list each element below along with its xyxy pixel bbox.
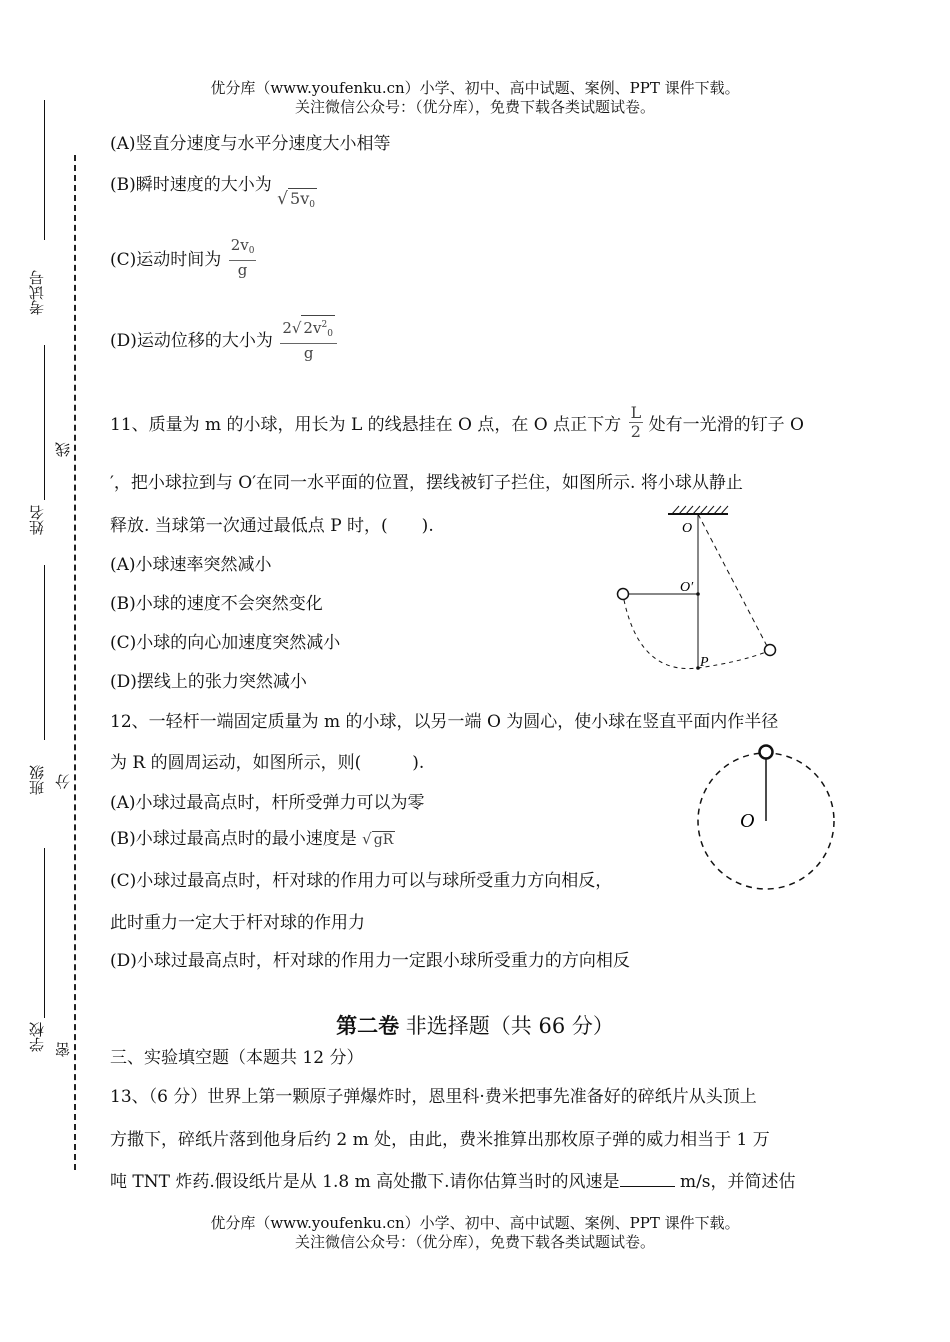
q10-option-c: (C)运动时间为 $\frac{2v_0}{g}$ — [110, 236, 255, 279]
sqrt-5-v0: √ $5v_0$ — [277, 189, 315, 210]
q11-line-1: 11、质量为 m 的小球，用长为 L 的线悬挂在 O 点，在 O 点正下方 $\frac{L}{2}$ 处有一光滑的钉子 O — [110, 403, 804, 441]
part-3-heading: 三、实验填空题（本题共 12 分） — [110, 1048, 364, 1068]
label-P: P — [700, 655, 709, 670]
q12-option-b: (B)小球过最高点时的最小速度是 √ gR — [110, 829, 394, 849]
q11-option-b: (B)小球的速度不会突然变化 — [110, 594, 323, 614]
header-line-1: 优分库（www.youfenku.cn）小学、初中、高中试题、案例、PPT 课件下载。 — [210, 79, 740, 97]
header-line-2: 关注微信公众号：（优分库），免费下载各类试题试卷。 — [294, 98, 655, 116]
q12-option-d: (D)小球过最高点时，杆对球的作用力一定跟小球所受重力的方向相反 — [110, 951, 630, 971]
q12-option-c-cont: 此时重力一定大于杆对球的作用力 — [110, 913, 365, 933]
class-label: 班级 — [28, 765, 46, 795]
q12-option-a: (A)小球过最高点时，杆所受弹力可以为零 — [110, 793, 425, 813]
margin-line — [44, 345, 45, 500]
q12-line-1: 12、一轻杆一端固定质量为 m 的小球，以另一端 O 为圆心，使小球在竖直平面内作半径 — [110, 712, 779, 732]
ball — [760, 746, 773, 759]
section-2-title: 第二卷 非选择题（共 66 分） — [336, 1013, 614, 1038]
q13-line-2: 方撒下，碎纸片落到他身后约 2 m 处，由此，费米推算出那枚原子弹的威力相当于 1 万 — [110, 1130, 770, 1150]
dashed-arc — [624, 600, 766, 669]
binding-margin — [0, 0, 95, 1342]
q11-line-2: ′，把小球拉到与 O′在同一水平面的位置，摆线被钉子拦住，如图所示. 将小球从静止 — [110, 473, 743, 493]
ball-left — [618, 589, 629, 600]
fen-char: 分 — [54, 774, 72, 789]
label-O-prime: O′ — [680, 580, 694, 595]
q11-option-c: (C)小球的向心加速度突然减小 — [110, 633, 341, 653]
pendulum-figure — [600, 500, 800, 680]
label-O: O — [682, 521, 693, 536]
sqrt-gR: √ gR — [362, 830, 394, 848]
nail-point — [696, 592, 700, 596]
q12-line-2: 为 R 的圆周运动，如图所示，则( ). — [110, 753, 425, 773]
q10-option-d: (D)运动位移的大小为 $\frac{2√ 2v^2_0}{g}$ — [110, 315, 337, 362]
q11-line-3: 释放. 当球第一次通过最低点 P 时，( ). — [110, 516, 434, 536]
exam-no-label: 考试号 — [28, 270, 46, 315]
q10-option-a: (A)竖直分速度与水平分速度大小相等 — [110, 134, 391, 154]
name-label: 姓名 — [28, 505, 46, 535]
school-label: 学校 — [28, 1022, 46, 1052]
q13-line-1: 13、（6 分）世界上第一颗原子弹爆炸时，恩里科·费米把事先准备好的碎纸片从头顶上 — [110, 1087, 757, 1107]
q13-line-3: 吨 TNT 炸药.假设纸片是从 1.8 m 高处撒下.请你估算当时的风速是 m/s，并简述估 — [110, 1172, 796, 1192]
line-char: 线 — [54, 442, 72, 457]
circle-motion-figure — [690, 740, 850, 895]
q12-option-c: (C)小球过最高点时，杆对球的作用力可以与球所受重力方向相反， — [110, 871, 613, 891]
dashed-string — [698, 514, 768, 648]
mi-char: 密 — [54, 1042, 72, 1057]
q11-option-d: (D)摆线上的张力突然减小 — [110, 672, 307, 692]
ceiling-hatch — [668, 506, 728, 514]
label-O: O — [740, 810, 755, 832]
footer-line-2: 关注微信公众号：（优分库），免费下载各类试题试卷。 — [294, 1233, 655, 1251]
fraction-L-over-2: $\frac{L}{2}$ — [630, 403, 642, 441]
fraction-2v0-over-g: $\frac{2v_0}{g}$ — [230, 236, 255, 279]
answer-blank[interactable] — [620, 1172, 675, 1187]
footer-line-1: 优分库（www.youfenku.cn）小学、初中、高中试题、案例、PPT 课件下载。 — [210, 1214, 740, 1232]
margin-line — [44, 565, 45, 740]
ball-right — [765, 645, 776, 656]
margin-line — [44, 100, 45, 240]
margin-line — [44, 848, 45, 1018]
q11-option-a: (A)小球速率突然减小 — [110, 555, 272, 575]
fraction-displacement: $\frac{2√ 2v^2_0}{g}$ — [280, 315, 337, 362]
q10-option-b: (B)瞬时速度的大小为 √ $5v_0$ — [110, 175, 315, 210]
